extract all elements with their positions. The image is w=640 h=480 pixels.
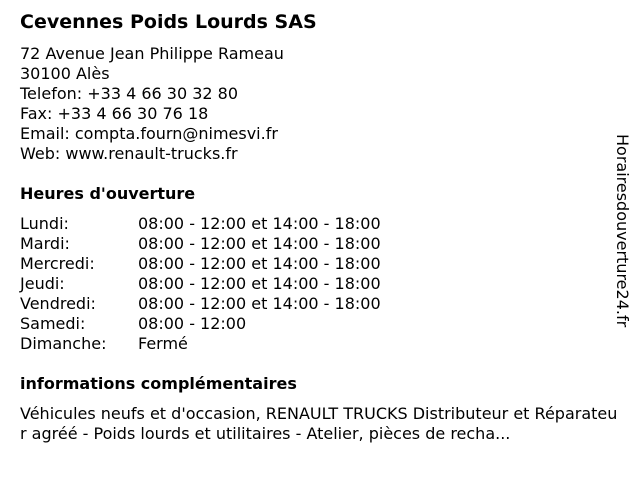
opening-hours-heading: Heures d'ouverture — [20, 184, 196, 203]
hours-time: 08:00 - 12:00 et 14:00 - 18:00 — [138, 254, 381, 273]
contact-block — [20, 44, 284, 164]
hours-time: 08:00 - 12:00 et 14:00 - 18:00 — [138, 274, 381, 293]
fax-number: Fax: +33 4 66 30 76 18 — [20, 104, 209, 123]
hours-row — [20, 274, 381, 294]
hours-row — [20, 214, 381, 234]
website: Web: www.renault-trucks.fr — [20, 144, 238, 163]
additional-info-text: Véhicules neufs et d'occasion, RENAULT TRUCKS Distributeur et Réparateur agréé - Poids lourds et utilitaires - Atelier, pièces de recha... — [20, 404, 618, 443]
hours-day: Mercredi: — [20, 254, 95, 273]
hours-day: Dimanche: — [20, 334, 107, 353]
hours-time: 08:00 - 12:00 et 14:00 - 18:00 — [138, 234, 381, 253]
opening-hours-table — [20, 214, 381, 354]
hours-time: 08:00 - 12:00 et 14:00 - 18:00 — [138, 294, 381, 313]
hours-day: Lundi: — [20, 214, 69, 233]
hours-day: Jeudi: — [20, 274, 65, 293]
hours-day: Vendredi: — [20, 294, 96, 313]
business-name: Cevennes Poids Lourds SAS — [20, 11, 317, 33]
hours-row — [20, 334, 381, 354]
email-address: Email: compta.fourn@nimesvi.fr — [20, 124, 278, 143]
hours-row — [20, 254, 381, 274]
hours-row — [20, 314, 381, 334]
hours-time: Fermé — [138, 334, 188, 353]
address-street: 72 Avenue Jean Philippe Rameau — [20, 44, 284, 63]
site-watermark: Horairesdouverture24.fr — [613, 134, 632, 328]
hours-row — [20, 234, 381, 254]
hours-day: Mardi: — [20, 234, 70, 253]
phone-number: Telefon: +33 4 66 30 32 80 — [20, 84, 239, 103]
additional-info-heading: informations complémentaires — [20, 374, 297, 393]
hours-time: 08:00 - 12:00 et 14:00 - 18:00 — [138, 214, 381, 233]
address-city: 30100 Alès — [20, 64, 110, 83]
hours-row — [20, 294, 381, 314]
hours-day: Samedi: — [20, 314, 86, 333]
hours-time: 08:00 - 12:00 — [138, 314, 247, 333]
